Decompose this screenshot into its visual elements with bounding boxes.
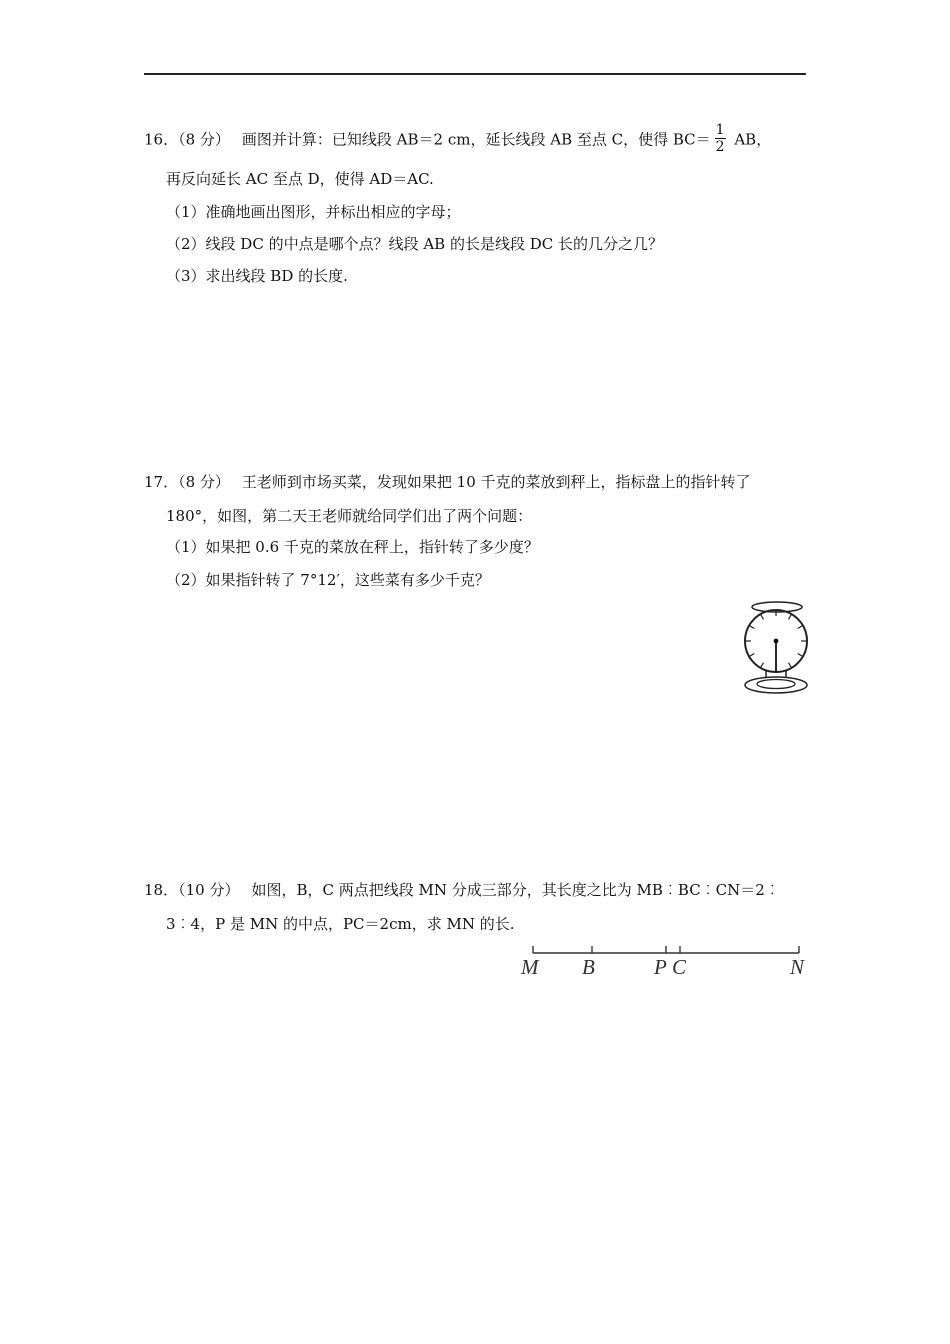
question-16-tail: AB，: [729, 130, 772, 149]
question-16-number: 16．: [144, 130, 179, 149]
question-17-stem: [144, 472, 751, 492]
question-17-score: （8 分）: [178, 473, 230, 491]
label-c: C: [672, 955, 687, 979]
question-17-part-2: （2）如果指针转了 7°12′，这些菜有多少千克？: [166, 571, 490, 589]
question-17-number: 17．: [144, 473, 179, 491]
fraction-one-half: [715, 122, 726, 155]
question-18-number: 18．: [144, 881, 179, 899]
question-18-stem: [144, 880, 780, 900]
label-n: N: [790, 955, 805, 979]
label-b: B: [582, 955, 595, 979]
question-18-score: （10 分）: [178, 881, 240, 899]
label-p: P: [654, 955, 667, 979]
question-16-part-3: （3）求出线段 BD 的长度.: [166, 267, 348, 285]
question-16-score: （8 分）: [178, 130, 230, 149]
weighing-scale-figure: [738, 598, 818, 698]
question-16-part-1: （1）准确地画出图形，并标出相应的字母；: [166, 203, 461, 221]
question-16-lead: 画图并计算：已知线段 AB＝2 cm，延长线段 AB 至点 C，使得 BC＝: [241, 130, 711, 149]
question-17-lead: 王老师到市场买菜，发现如果把 10 千克的菜放到秤上，指标盘上的指针转了: [241, 473, 751, 491]
segment-mn-figure: [515, 940, 815, 980]
question-16-line2: 再反向延长 AC 至点 D，使得 AD＝AC.: [166, 170, 434, 188]
question-16-stem: [144, 124, 771, 157]
dial-center: [774, 639, 779, 644]
question-17-part-1: （1）如果把 0.6 千克的菜放在秤上，指针转了多少度？: [166, 538, 539, 556]
question-18-line2: 3︰4，P 是 MN 的中点，PC＝2cm，求 MN 的长.: [166, 915, 515, 933]
label-m: M: [521, 955, 539, 979]
header-rule: [144, 73, 806, 75]
fraction-numerator: 1: [715, 122, 725, 138]
question-18-lead: 如图，B，C 两点把线段 MN 分成三部分，其长度之比为 MB︰BC︰CN＝2︰: [251, 881, 780, 899]
fraction-denominator: 2: [715, 139, 725, 155]
question-17-line2: 180°，如图，第二天王老师就给同学们出了两个问题：: [166, 507, 533, 525]
question-16-part-2: （2）线段 DC 的中点是哪个点？线段 AB 的长是线段 DC 长的几分之几？: [166, 235, 664, 253]
scale-base-inner: [757, 680, 795, 689]
